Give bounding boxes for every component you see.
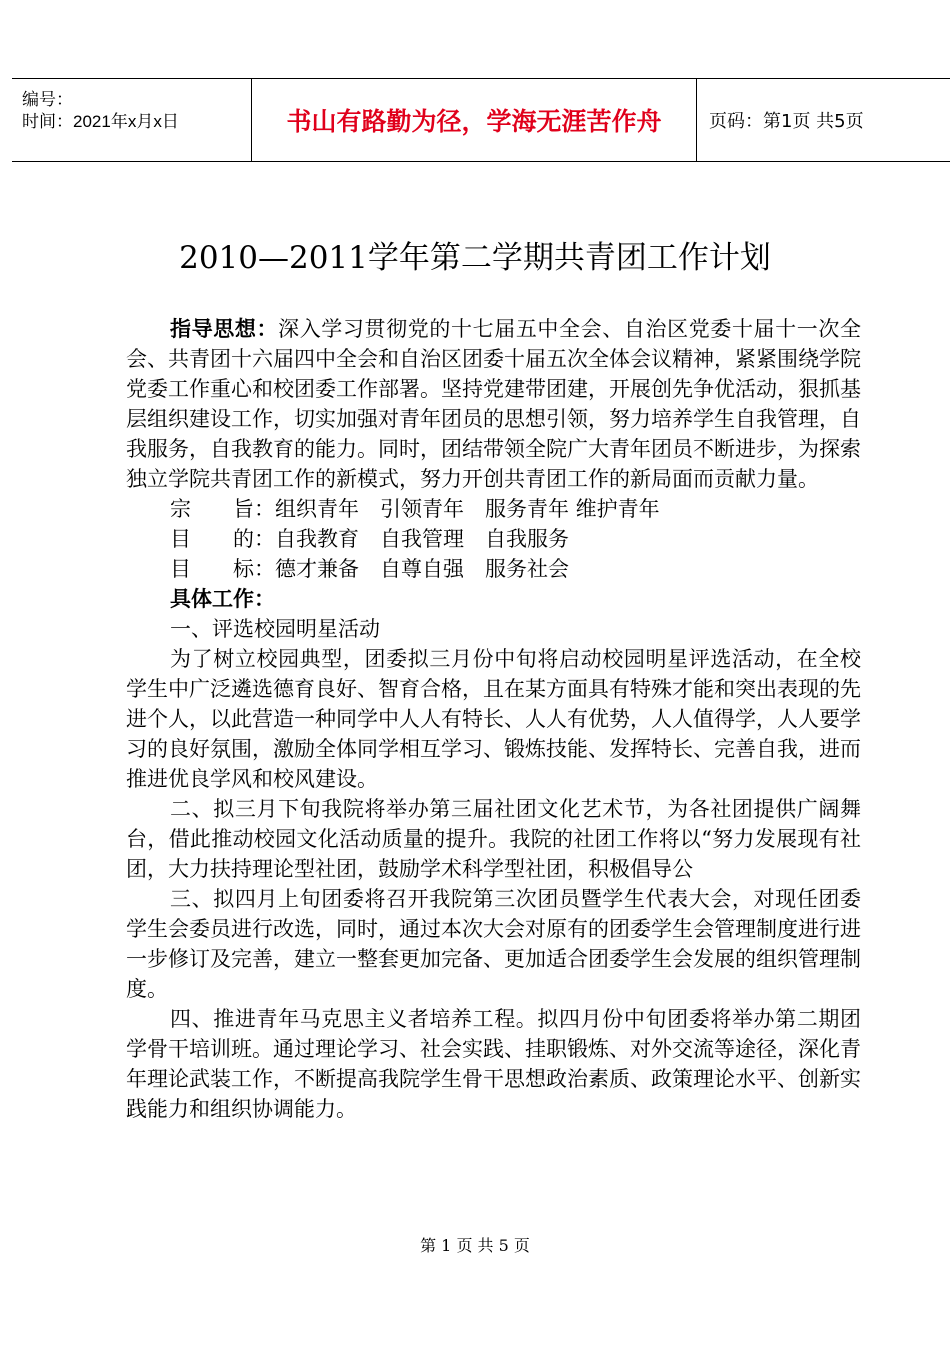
motto: 书山有路勤为径，学海无涯苦作舟 [286, 107, 662, 136]
time-label: 时间：2021年x月x日 [22, 112, 179, 131]
goal-row [126, 554, 861, 584]
guiding-paragraph [126, 314, 861, 494]
purpose-label: 宗 旨： [170, 497, 275, 521]
page-header [12, 78, 950, 162]
item2-paragraph: 二、拟三月下旬我院将举办第三届社团文化艺术节，为各社团提供广阔舞台，借此推动校园文化活动质量的提升。我院的社团工作将以“努力发展现有社团，大力扶持理论型社团，鼓励学术科学型社团，积极倡导公 [126, 797, 861, 881]
item1-paragraph: 为了树立校园典型，团委拟三月份中旬将启动校园明星评选活动，在全校学生中广泛遴选德育良好、智育合格，且在某方面具有特殊才能和突出表现的先进个人，以此营造一种同学中人人有特长、人人有优势，人人值得学，人人要学习的良好氛围，激励全体同学相互学习、锻炼技能、发挥特长、完善自我，进而推进优良学风和校风建设。 [126, 647, 861, 791]
header-page-cell [697, 79, 950, 161]
item4-paragraph: 四、推进青年马克思主义者培养工程。拟四月份中旬团委将举办第二期团学骨干培训班。通过理论学习、社会实践、挂职锻炼、对外交流等途径，深化青年理论武装工作，不断提高我院学生骨干思想政治素质、政策理论水平、创新实践能力和组织协调能力。 [126, 1007, 861, 1121]
header-motto-cell [252, 79, 697, 161]
guiding-label: 指导思想： [170, 316, 279, 341]
goal-label: 目 标： [170, 557, 275, 581]
work-label: 具体工作： [170, 586, 275, 611]
purpose-row [126, 494, 861, 524]
item1-title: 一、评选校园明星活动 [170, 617, 380, 641]
document-title: 2010—2011学年第二学期共青团工作计划 [179, 240, 771, 276]
purpose-text: 组织青年 引领青年 服务青年 维护青年 [275, 497, 660, 521]
page-footer: 第 1 页 共 5 页 [420, 1236, 530, 1255]
item3-paragraph: 三、拟四月上旬团委将召开我院第三次团员暨学生代表大会，对现任团委学生会委员进行改选，同时，通过本次大会对原有的团委学生会管理制度进行进一步修订及完善，建立一整套更加完备、更加适合团委学生会发展的组织管理制度。 [126, 887, 861, 1001]
document-body [126, 314, 861, 1124]
aim-row [126, 524, 861, 554]
aim-text: 自我教育 自我管理 自我服务 [275, 527, 569, 551]
guiding-text: 深入学习贯彻党的十七届五中全会、自治区党委十届十一次全会、共青团十六届四中全会和自治区团委十届五次全体会议精神，紧紧围绕学院党委工作重心和校团委工作部署。坚持党建带团建，开展创先争优活动，狠抓基层组织建设工作，切实加强对青年团员的思想引领，努力培养学生自我管理，自我服务，自我教育的能力。同时，团结带领全院广大青年团员不断进步，为探索独立学院共青团工作的新模式，努力开创共青团工作的新局面而贡献力量。 [126, 317, 862, 491]
number-label: 编号： [22, 90, 73, 109]
header-meta [12, 79, 252, 161]
aim-label: 目 的： [170, 527, 275, 551]
page-info: 页码：第1页 共5页 [709, 111, 864, 132]
goal-text: 德才兼备 自尊自强 服务社会 [275, 557, 569, 581]
